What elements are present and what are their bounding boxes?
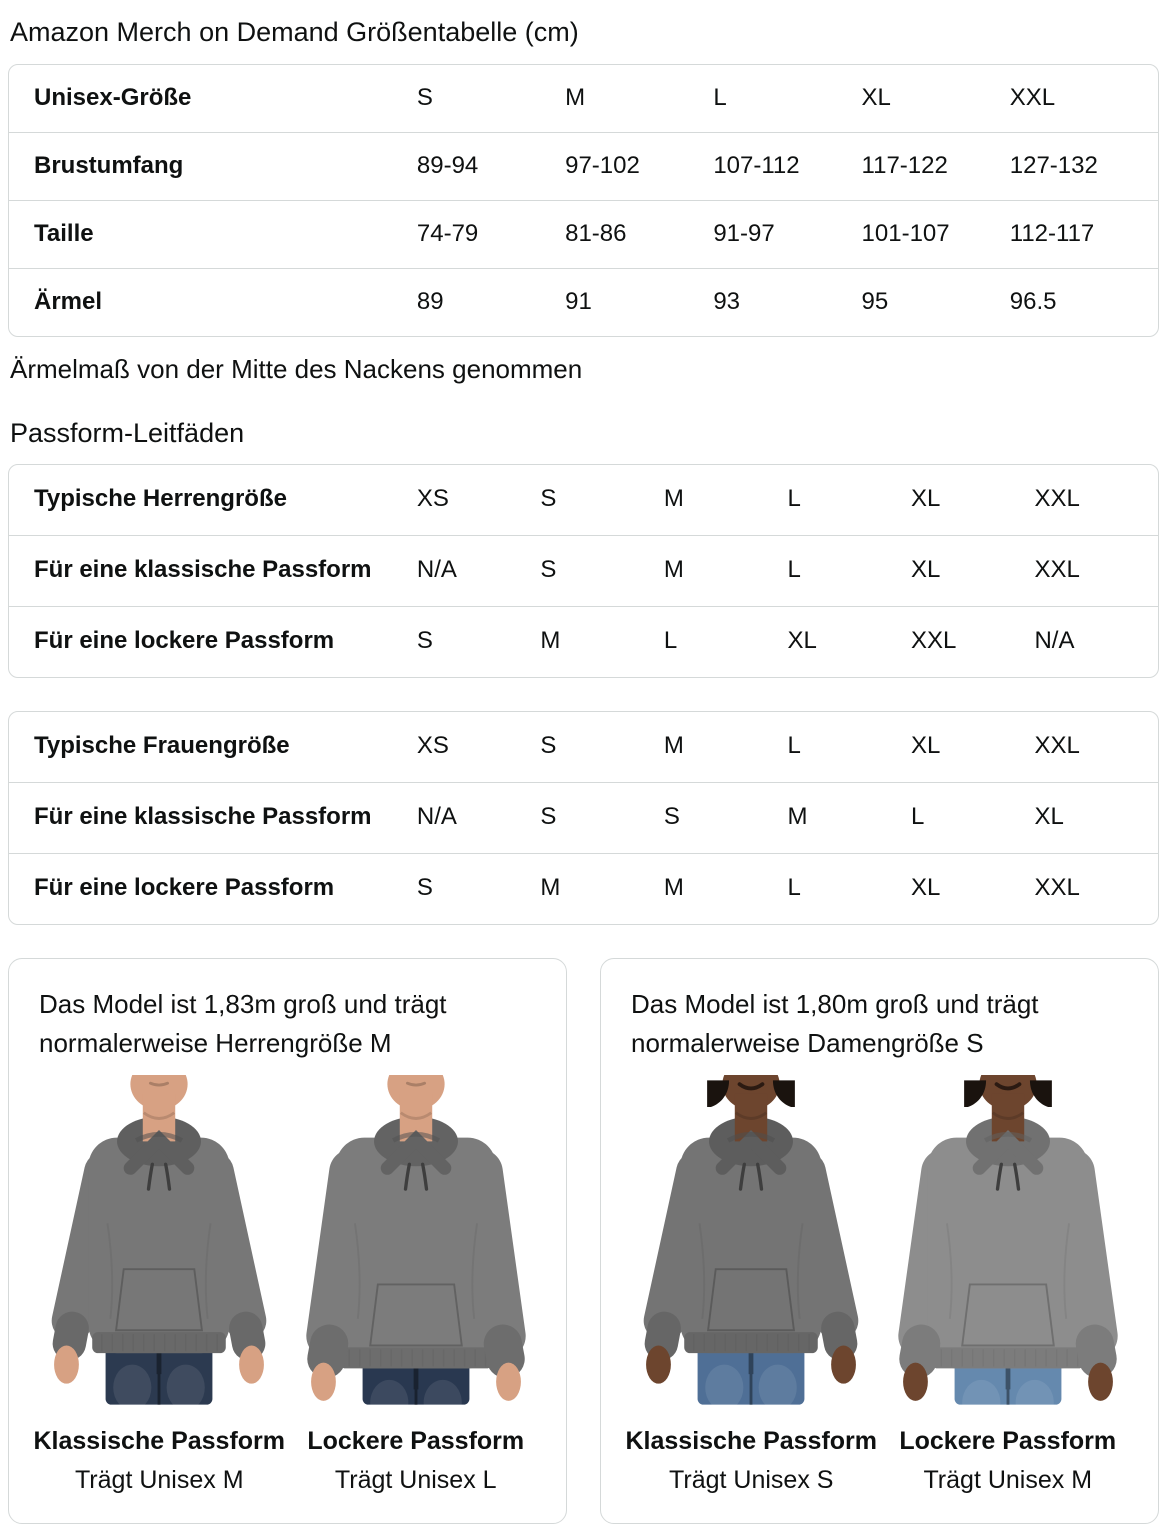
table-cell: S [663, 803, 680, 831]
table-cell: S [540, 485, 557, 513]
table-cell: N/A [416, 803, 457, 831]
table-cell: M [565, 84, 586, 112]
female-classic-model-photo [627, 1075, 875, 1410]
table-cell: XXL [1034, 485, 1080, 513]
table-cell: 112-117 [1009, 220, 1095, 248]
mens-loose-figure [288, 1075, 545, 1498]
table-row [9, 712, 1158, 782]
table-row [9, 268, 1158, 336]
unisex-size-table [8, 64, 1159, 337]
table-cell: XXL [1034, 556, 1080, 584]
table-cell: L [713, 84, 727, 112]
womens-card-heading: Das Model ist 1,80m groß und trägt normalerweise Damengröße S [631, 988, 1039, 1058]
fit-caption-sub: Trägt Unisex M [74, 1465, 244, 1494]
table-cell: L [787, 485, 801, 513]
mens-figures [31, 1075, 544, 1498]
table-cell: N/A [416, 556, 457, 584]
fit-caption-sub: Trägt Unisex L [334, 1465, 497, 1494]
table-row [9, 853, 1158, 924]
table-cell: L [910, 803, 925, 831]
row-label: Unisex-Größe [34, 84, 192, 112]
fit-caption-sub: Trägt Unisex M [923, 1465, 1093, 1494]
table-cell: S [540, 556, 557, 584]
table-cell: 101-107 [861, 220, 950, 248]
table-cell: L [787, 732, 801, 760]
model-cards [8, 958, 1159, 1532]
table-cell: 74-79 [416, 220, 479, 248]
table-cell: M [540, 627, 561, 655]
row-label: Brustumfang [34, 152, 184, 180]
fit-guides-heading: Passform-Leitfäden [10, 418, 245, 449]
womens-figures [623, 1075, 1136, 1498]
table-cell: 91 [565, 288, 592, 316]
womens-loose-figure [880, 1075, 1137, 1498]
table-cell: 89 [416, 288, 444, 316]
table-cell: 95 [861, 288, 889, 316]
row-label: Taille [34, 220, 94, 248]
row-label: Für eine lockere Passform [34, 627, 335, 655]
table-cell: XL [910, 732, 941, 760]
table-cell: M [787, 803, 808, 831]
table-cell: XL [1034, 803, 1064, 831]
table-cell: XXL [1034, 874, 1080, 902]
table-row [9, 782, 1158, 853]
table-cell: 127-132 [1009, 152, 1098, 180]
row-label: Für eine klassische Passform [34, 803, 372, 831]
womens-fit-table [8, 711, 1159, 925]
row-label: Typische Frauengröße [34, 732, 290, 760]
womens-classic-figure [623, 1075, 880, 1498]
table-cell: M [663, 556, 684, 584]
table-cell: L [663, 627, 678, 655]
table-cell: XS [416, 485, 449, 513]
table-cell: S [416, 84, 433, 112]
female-loose-model-photo [884, 1075, 1132, 1410]
table-cell: XL [787, 627, 817, 655]
mens-card-heading: Das Model ist 1,83m groß und trägt normalerweise Herrengröße M [39, 988, 447, 1058]
table-cell: M [540, 874, 561, 902]
table-cell: XXL [910, 627, 957, 655]
table-cell: XXL [1009, 84, 1056, 112]
row-label: Für eine klassische Passform [34, 556, 372, 584]
table-cell: M [663, 485, 684, 513]
table-cell: S [416, 874, 433, 902]
table-row [9, 465, 1158, 535]
table-cell: S [540, 803, 557, 831]
table-cell: 93 [713, 288, 741, 316]
page-title: Amazon Merch on Demand Größentabelle (cm) [10, 17, 579, 47]
mens-model-card [8, 958, 567, 1524]
table-cell: S [540, 732, 557, 760]
table-row [9, 65, 1158, 132]
row-label: Für eine lockere Passform [34, 874, 335, 902]
fit-caption-title: Klassische Passform [625, 1426, 878, 1455]
table-cell: 107-112 [713, 152, 800, 180]
fit-caption-title: Klassische Passform [33, 1426, 286, 1455]
table-cell: N/A [1034, 627, 1075, 655]
fit-caption-title: Lockere Passform [899, 1426, 1117, 1455]
table-row [9, 132, 1158, 200]
sleeve-measure-footnote: Ärmelmaß von der Mitte des Nackens genommen [10, 354, 583, 385]
row-label: Typische Herrengröße [34, 485, 287, 513]
womens-model-card [600, 958, 1159, 1524]
table-row [9, 606, 1158, 677]
table-cell: XL [910, 485, 941, 513]
mens-classic-figure [31, 1075, 288, 1498]
male-loose-model-photo [292, 1075, 540, 1410]
table-row [9, 200, 1158, 268]
table-cell: XL [861, 84, 891, 112]
table-cell: 91-97 [713, 220, 775, 248]
row-label: Ärmel [34, 288, 103, 316]
table-cell: M [663, 732, 684, 760]
table-cell: 89-94 [416, 152, 479, 180]
fit-caption-sub: Trägt Unisex S [669, 1465, 834, 1494]
table-cell: 96.5 [1009, 288, 1057, 316]
table-cell: XL [910, 874, 941, 902]
table-cell: L [787, 874, 801, 902]
table-cell: XL [910, 556, 941, 584]
table-row [9, 535, 1158, 606]
table-cell: M [663, 874, 684, 902]
fit-caption-title: Lockere Passform [307, 1426, 525, 1455]
table-cell: 97-102 [565, 152, 640, 180]
mens-fit-table [8, 464, 1159, 678]
table-cell: XS [416, 732, 449, 760]
table-cell: 81-86 [565, 220, 627, 248]
table-cell: XXL [1034, 732, 1080, 760]
male-classic-model-photo [35, 1075, 283, 1410]
table-cell: L [787, 556, 801, 584]
table-cell: 117-122 [861, 152, 948, 180]
table-cell: S [416, 627, 433, 655]
